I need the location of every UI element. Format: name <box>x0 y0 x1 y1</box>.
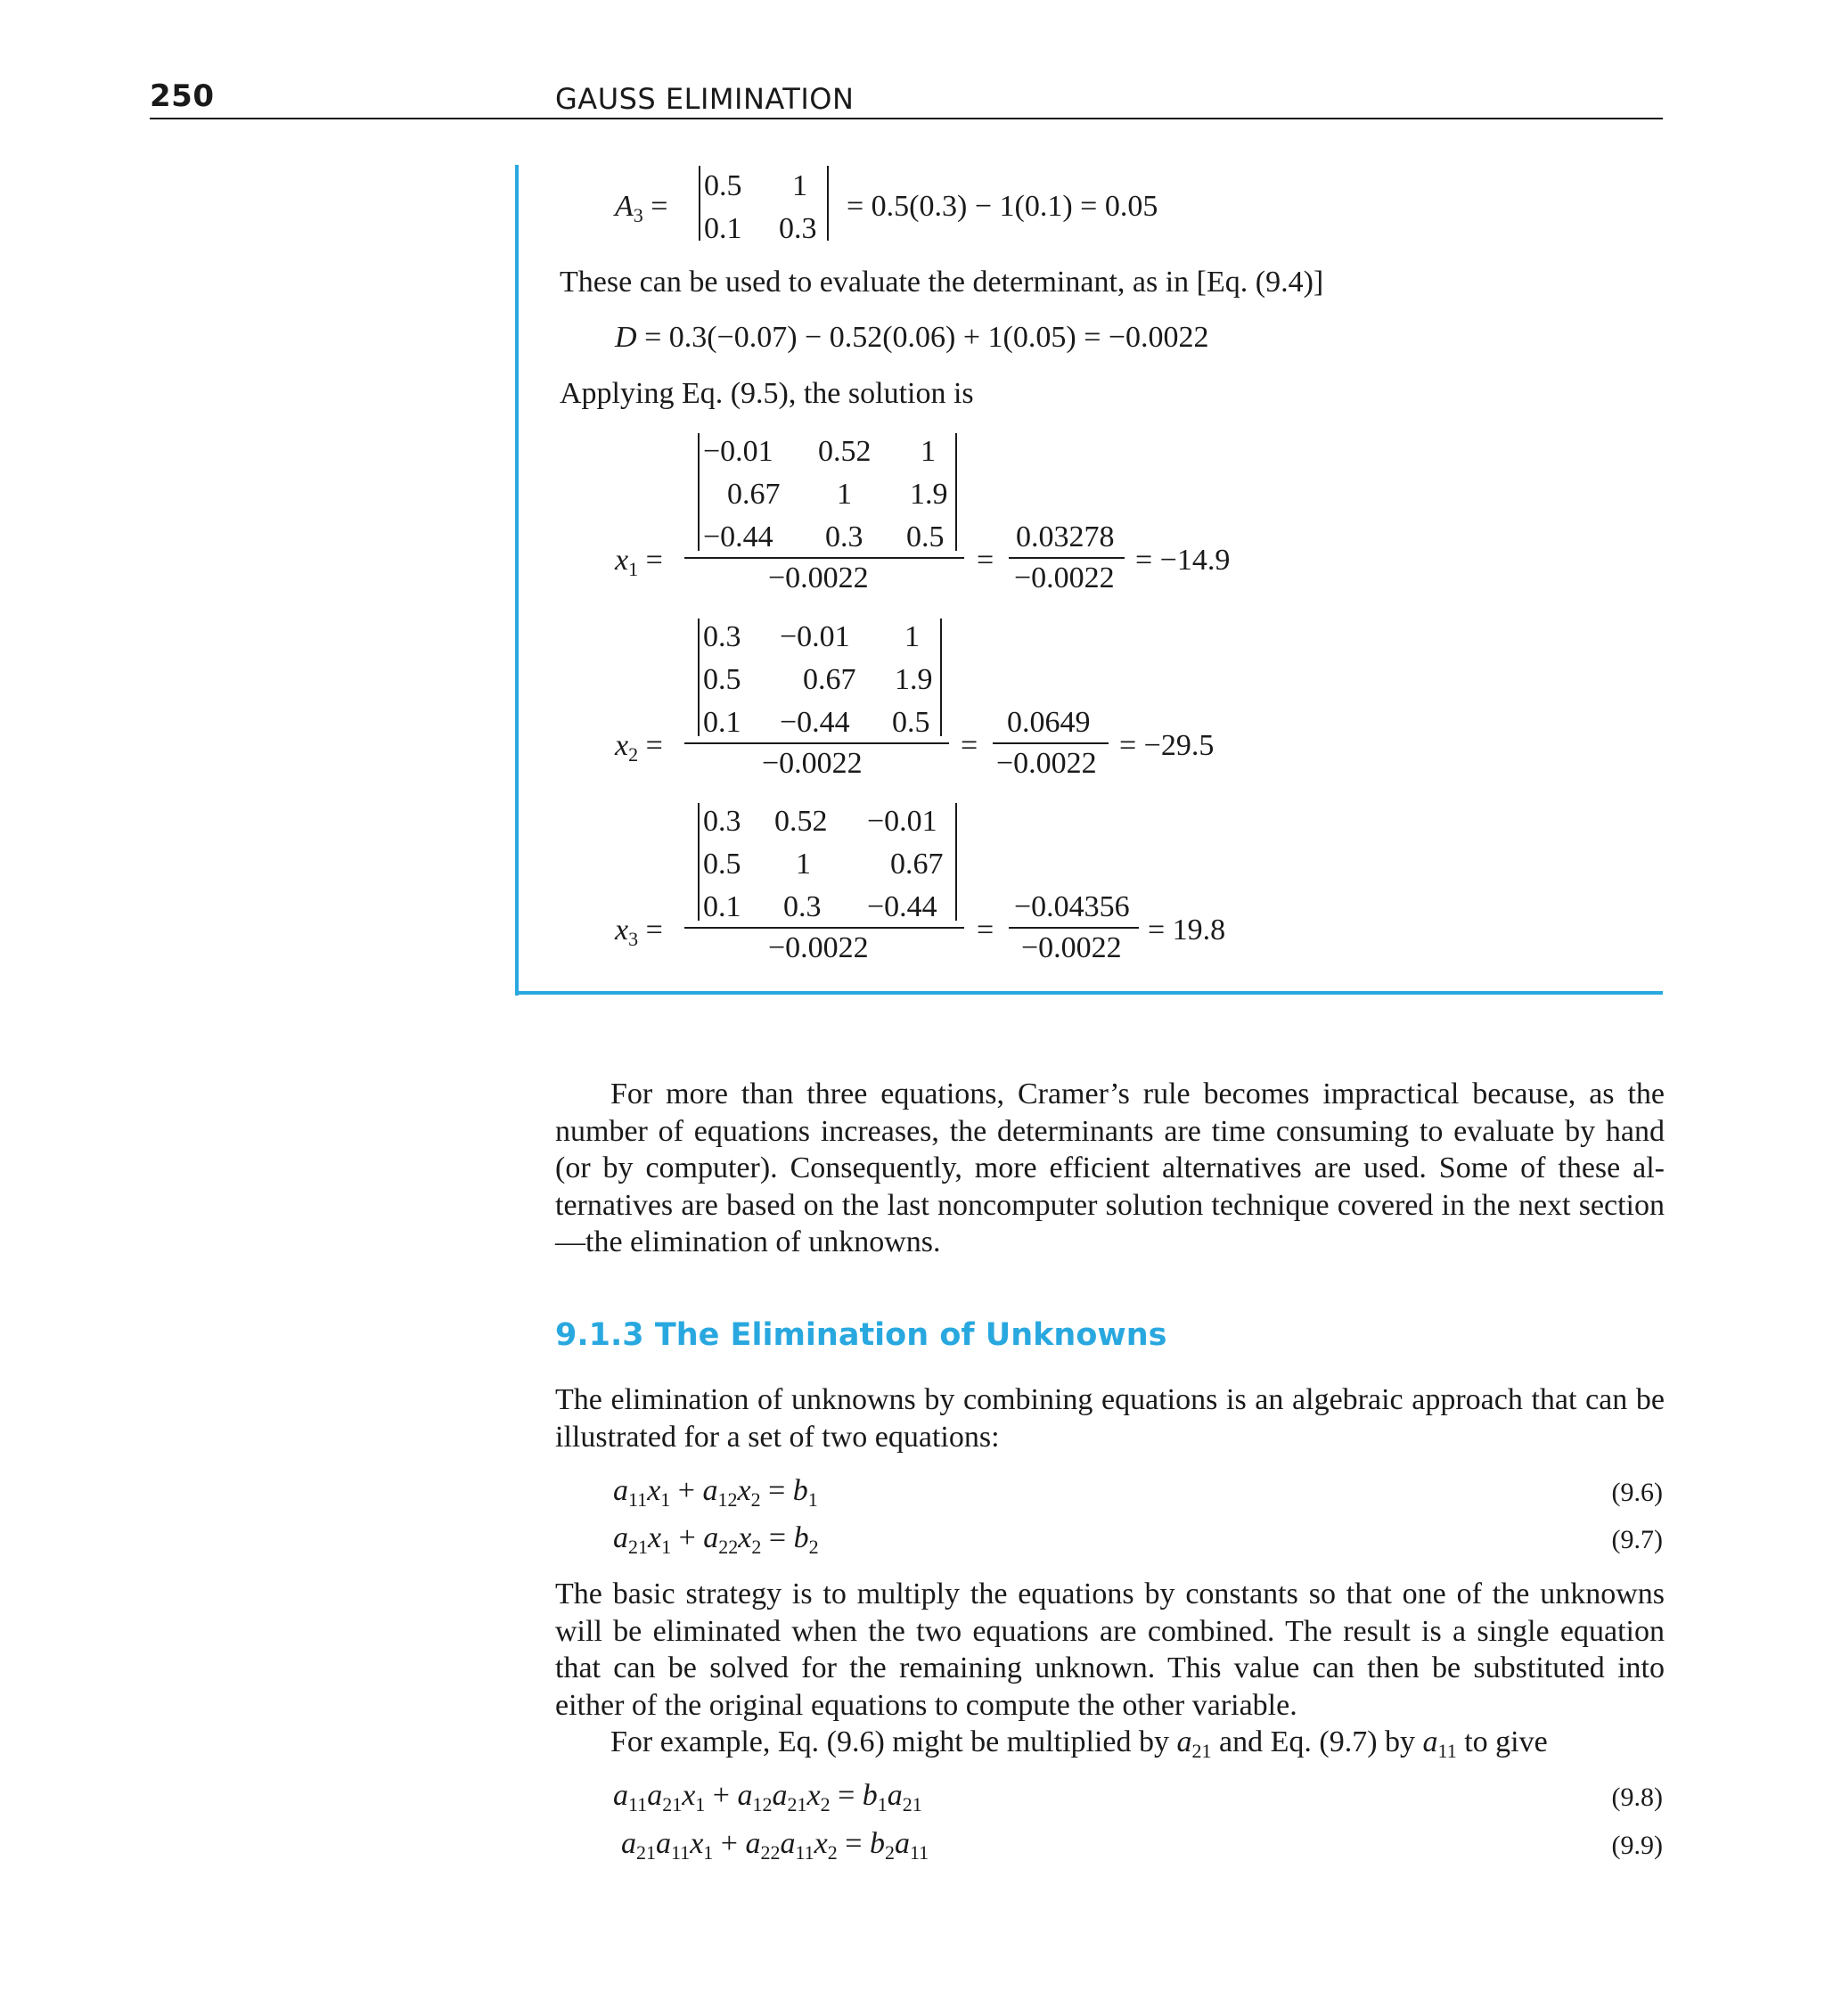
x2-determinant <box>698 619 942 739</box>
matrix-cell: 0.5 <box>892 706 930 739</box>
fraction-bar <box>993 742 1109 744</box>
matrix-cell: 1 <box>921 435 936 468</box>
cramer-paragraph: For more than three equations, Cramer’s rule becomes impractical because, as the number of equations increases, the determinants are time consuming to evaluate by hand (or by computer). Consequently, more efficient alternatives are used. Some of these al- ternatives are based on the last noncomputer solution technique covered in the next section—the elimination of unknowns. <box>555 1078 1665 1258</box>
matrix-cell: 0.5 <box>906 520 945 553</box>
determinant-text: These can be used to evaluate the determinant, as in [Eq. (9.4)] <box>560 266 1324 299</box>
matrix-cell: −0.01 <box>780 620 850 653</box>
matrix-cell: −0.01 <box>867 805 937 838</box>
x3-denominator-value: −0.0022 <box>1021 931 1122 964</box>
x3-determinant <box>698 803 957 921</box>
matrix-cell: −0.44 <box>780 706 850 739</box>
equation-9-9: $a_{21}a_{11}x_1 + a_{22}a_{11}x_2 = b_2a_{11}$ <box>621 1827 929 1864</box>
equation-number: (9.9) <box>1611 1831 1663 1860</box>
example-sentence: For example, Eq. (9.6) might be multiplied by $a_{21}$ and Eq. (9.7) by $a_{11}$ to give <box>610 1725 1548 1762</box>
matrix-cell: 0.67 <box>727 478 781 511</box>
example-bottom-rule <box>515 991 1663 995</box>
example-left-rule <box>515 165 519 996</box>
equation-9-6: $a_{11}x_1 + a_{12}x_2 = b_1$ <box>613 1474 818 1511</box>
matrix-cell: 0.1 <box>704 212 742 245</box>
x3-numerator-value: −0.04356 <box>1014 890 1130 923</box>
fraction-bar <box>684 557 964 559</box>
matrix-cell: 0.3 <box>703 805 741 838</box>
x3-result: = 19.8 <box>1148 914 1226 947</box>
strategy-paragraph: The basic strategy is to multiply the equations by constants so that one of the unknowns will be eliminated when the two equations are combined. The result is a single equation that can be solved for the remaining unknown. This value can then be substituted into either of the original equations to compute the other variable. For example, Eq. (9.6) might be multiplied by $a_{21}$ and Eq. (9.7) by $a_{11}$ to give <box>555 1578 1665 1762</box>
matrix-cell: 0.5 <box>703 663 741 696</box>
matrix-cell: 1 <box>796 848 811 881</box>
x3-denominator: −0.0022 <box>768 931 869 964</box>
matrix-cell: 1.9 <box>895 663 933 696</box>
x1-result: = −14.9 <box>1135 544 1231 577</box>
matrix-cell: −0.01 <box>703 435 773 468</box>
x2-numerator-value: 0.0649 <box>1007 706 1091 739</box>
matrix-cell: 0.3 <box>783 890 822 923</box>
matrix-cell: 0.3 <box>825 520 863 553</box>
matrix-cell: 1 <box>904 620 920 653</box>
x3-lhs: $x_3$ = <box>615 914 663 950</box>
equation-number: (9.6) <box>1611 1478 1663 1507</box>
matrix-cell: 0.3 <box>779 212 817 245</box>
a3-lhs: $A_3$ = <box>615 190 668 226</box>
section-intro: The elimination of unknowns by combining equations is an algebraic approach that can be illustrated for a set of two equations: <box>555 1383 1665 1454</box>
x1-denominator: −0.0022 <box>768 561 869 594</box>
solution-text: Applying Eq. (9.5), the solution is <box>560 377 974 410</box>
x1-numerator-value: 0.03278 <box>1016 520 1115 553</box>
equals-sign: = <box>977 914 994 947</box>
a3-rhs: = 0.5(0.3) − 1(0.1) = 0.05 <box>847 190 1158 223</box>
matrix-cell: 1.9 <box>910 478 948 511</box>
equation-number: (9.8) <box>1611 1782 1663 1812</box>
equals-sign: = <box>977 544 994 577</box>
page-number: 250 <box>150 78 215 114</box>
x2-denominator: −0.0022 <box>762 747 863 780</box>
x2-result: = −29.5 <box>1119 729 1215 762</box>
matrix-cell: 0.67 <box>803 663 856 696</box>
equation-9-8: $a_{11}a_{21}x_1 + a_{12}a_{21}x_2 = b_1a_{21}$ <box>613 1779 922 1815</box>
section-heading: 9.1.3 The Elimination of Unknowns <box>555 1317 1167 1353</box>
equation-9-7: $a_{21}x_1 + a_{22}x_2 = b_2$ <box>613 1521 819 1558</box>
d-equation: D = 0.3(−0.07) − 0.52(0.06) + 1(0.05) = −0.0022 <box>615 321 1209 354</box>
matrix-cell: −0.44 <box>867 890 937 923</box>
running-head: GAUSS ELIMINATION <box>555 82 855 116</box>
x1-lhs: $x_1$ = <box>615 544 663 580</box>
x2-denominator-value: −0.0022 <box>996 747 1097 780</box>
equals-sign: = <box>961 729 978 762</box>
matrix-cell: −0.44 <box>703 520 773 553</box>
header-rule <box>150 118 1663 119</box>
equation-number: (9.7) <box>1611 1525 1663 1554</box>
fraction-bar <box>684 927 964 929</box>
matrix-cell: 0.1 <box>703 890 741 923</box>
fraction-bar <box>1009 557 1125 559</box>
x1-determinant <box>698 433 957 551</box>
matrix-cell: 1 <box>792 169 807 202</box>
matrix-cell: 0.1 <box>703 706 741 739</box>
matrix-cell: 1 <box>837 478 852 511</box>
matrix-cell: 0.52 <box>774 805 828 838</box>
matrix-cell: 0.67 <box>890 848 944 881</box>
fraction-bar <box>684 742 949 744</box>
x2-lhs: $x_2$ = <box>615 729 663 766</box>
matrix-cell: 0.5 <box>704 169 742 202</box>
matrix-cell: 0.5 <box>703 848 741 881</box>
matrix-cell: 0.3 <box>703 620 741 653</box>
fraction-bar <box>1009 927 1139 929</box>
a3-determinant <box>699 166 829 245</box>
x1-denominator-value: −0.0022 <box>1014 561 1115 594</box>
matrix-cell: 0.52 <box>818 435 872 468</box>
